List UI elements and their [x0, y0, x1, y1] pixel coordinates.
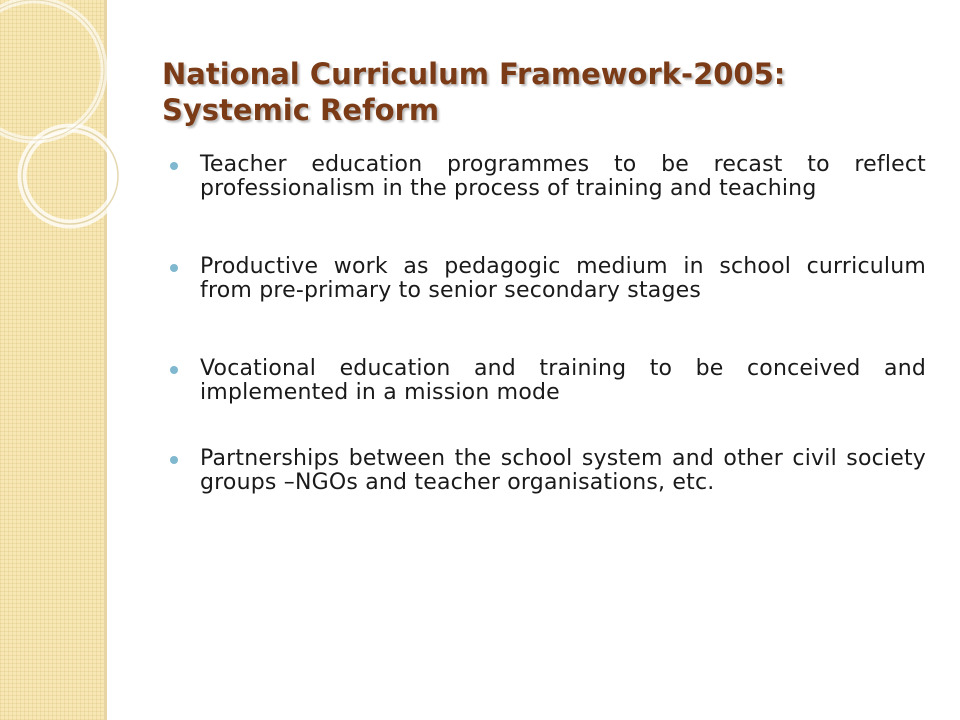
bullet-item — [162, 357, 926, 405]
slide-title-line-2: Systemic Reform — [162, 93, 440, 127]
bullet-item — [162, 153, 926, 201]
bullet-item — [162, 447, 926, 495]
slide-title-line-1: National Curriculum Framework-2005: — [162, 57, 786, 91]
bullet-text: Partnerships between the school system and other civil society groups –NGOs and teacher organisations, etc. — [200, 446, 926, 495]
bullet-list — [162, 153, 926, 549]
bullet-dot-icon — [170, 162, 178, 170]
bullet-text: Productive work as pedagogic medium in school curriculum from pre-primary to senior secondary stages — [200, 254, 926, 303]
bullet-dot-icon — [170, 366, 178, 374]
bullet-dot-icon — [170, 456, 178, 464]
bullet-text: Vocational education and training to be conceived and implemented in a mission mode — [200, 356, 926, 405]
bullet-text: Teacher education programmes to be recast to reflect professionalism in the process of training and teaching — [200, 152, 926, 201]
slide-title — [162, 56, 922, 128]
bullet-dot-icon — [170, 264, 178, 272]
circle-ornament-icon — [0, 0, 140, 260]
bullet-item — [162, 255, 926, 303]
